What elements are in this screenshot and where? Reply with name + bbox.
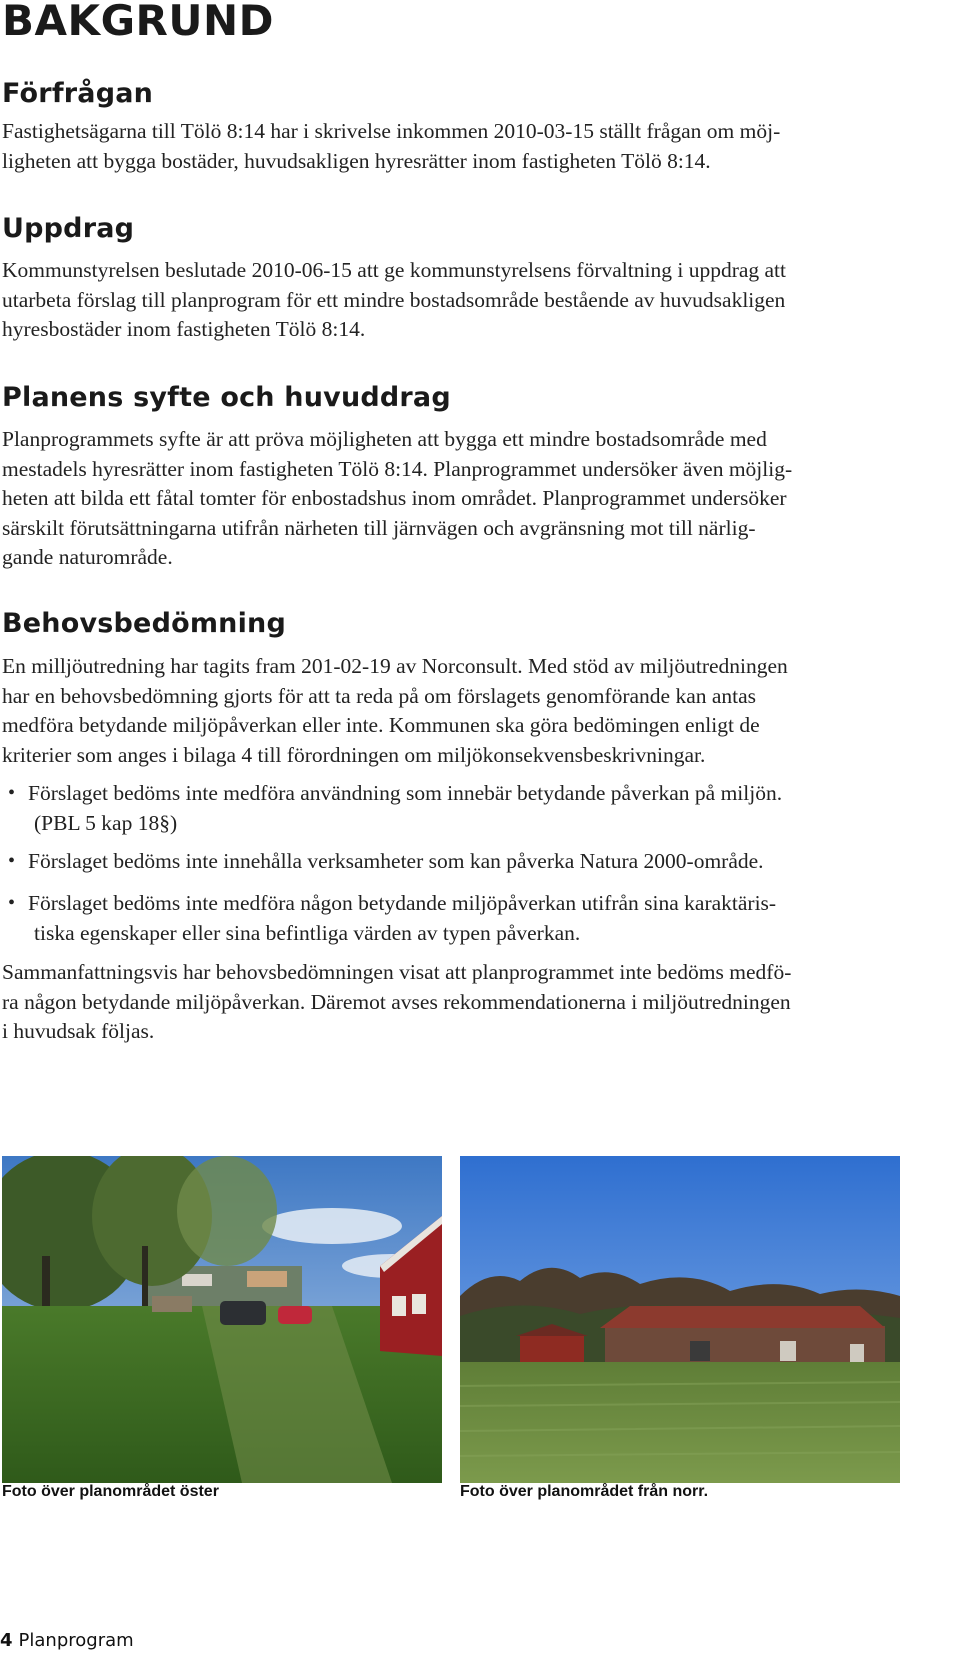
heading-syfte: Planens syfte och huvuddrag xyxy=(2,382,451,413)
text-line: i huvudsak följas. xyxy=(2,1019,155,1043)
text-line: mestadels hyresrätter inom fastigheten Tölö 8:14. Planprogrammet undersöker även möjlig- xyxy=(2,456,793,481)
text-line: gande naturområde. xyxy=(2,545,173,569)
photo-north-image xyxy=(460,1156,900,1483)
page-number: 4 xyxy=(0,1630,13,1651)
text-line: Förslaget bedöms inte innehålla verksamheter som kan påverka Natura 2000-område. xyxy=(28,849,764,873)
text-line: Planprogrammets syfte är att pröva möjligheten att bygga ett mindre bostadsområde med xyxy=(2,427,767,451)
heading-uppdrag: Uppdrag xyxy=(2,213,135,244)
text-line: har en behovsbedömning gjorts för att ta reda på om förslagets genomförande kan antas xyxy=(2,683,757,708)
caption-photo-north: Foto över planområdet från norr. xyxy=(460,1483,709,1500)
text-line: Sammanfattningsvis har behovsbedömningen visat att planprogrammet inte bedöms medfö- xyxy=(2,960,792,984)
caption-photo-east: Foto över planområdet öster xyxy=(2,1483,219,1500)
text-line: Förslaget bedöms inte medföra någon betydande miljöpåverkan utifrån sina karaktäris- xyxy=(28,891,777,915)
photo-east xyxy=(2,1156,442,1483)
text-line: utarbeta förslag till planprogram för ett mindre bostadsområde bestående av huvudsakligen xyxy=(2,287,786,312)
text-line: kriterier som anges i bilaga 4 till förordningen om miljökonsekvensbeskrivningar. xyxy=(2,742,706,767)
bullet-icon: • xyxy=(8,850,16,872)
text-line: Förslaget bedöms inte medföra användning som innebär betydande påverkan på miljön. xyxy=(28,781,783,805)
text-line: Fastighetsägarna till Tölö 8:14 har i skrivelse inkommen 2010-03-15 ställt frågan om möj- xyxy=(2,119,781,143)
text-line: medföra betydande miljöpåverkan eller inte. Kommunen ska göra bedömingen enligt de xyxy=(2,713,760,737)
heading-forfragan: Förfrågan xyxy=(2,78,154,109)
paragraph-summary xyxy=(2,958,952,1047)
page-footer xyxy=(0,1630,134,1651)
text-line: hyresbostäder inom fastigheten Tölö 8:14. xyxy=(2,317,366,341)
text-line: särskilt förutsättningarna utifrån närheten till järnvägen och avgränsning mot till närlig- xyxy=(2,515,756,540)
paragraph-forfragan xyxy=(2,117,952,176)
page-title: BAKGRUND xyxy=(2,0,274,45)
heading-behovsbedomning: Behovsbedömning xyxy=(2,608,287,639)
bullet-item xyxy=(8,779,948,838)
text-line: (PBL 5 kap 18§) xyxy=(34,810,178,835)
text-line: Kommunstyrelsen beslutade 2010-06-15 att ge kommunstyrelsens förvaltning i uppdrag att xyxy=(2,258,787,282)
photo-north xyxy=(460,1156,900,1483)
bullet-item xyxy=(8,889,948,948)
bullet-icon: • xyxy=(8,782,16,804)
text-line: heten att bilda ett fåtal tomter för enbostadshus inom området. Planprogrammet undersöker xyxy=(2,486,787,510)
text-line: tiska egenskaper eller sina befintliga värden av typen påverkan. xyxy=(34,920,581,945)
paragraph-uppdrag xyxy=(2,256,952,345)
photo-east-image xyxy=(2,1156,442,1483)
bullet-icon: • xyxy=(8,892,16,914)
text-line: En milljöutredning har tagits fram 201-02-19 av Norconsult. Med stöd av miljöutredningen xyxy=(2,654,788,678)
bullet-item xyxy=(8,847,948,877)
footer-label: Planprogram xyxy=(18,1630,134,1651)
paragraph-syfte xyxy=(2,425,952,573)
text-line: ligheten att bygga bostäder, huvudsakligen hyresrätter inom fastigheten Tölö 8:14. xyxy=(2,148,711,173)
paragraph-behovsbedomning xyxy=(2,652,952,770)
text-line: ra någon betydande miljöpåverkan. Däremot avses rekommendationerna i miljöutredningen xyxy=(2,989,791,1014)
